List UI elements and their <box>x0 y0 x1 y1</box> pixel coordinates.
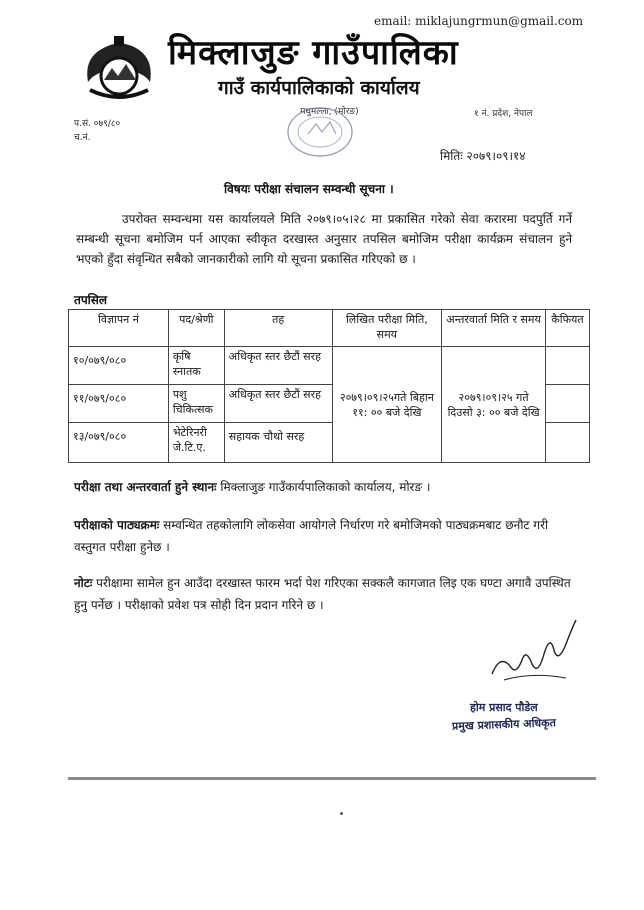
cell-remarks <box>545 385 589 423</box>
cell-post: कृषि स्नातक <box>168 347 224 385</box>
syllabus-notice <box>74 514 574 558</box>
province-label: १ नं. प्रदेश, नेपाल <box>474 109 533 119</box>
signatory-title: प्रमुख प्रशासकीय अधिकृत <box>451 716 557 733</box>
office-subtitle: गाउँ कार्यपालिकाको कार्यालय <box>218 77 420 99</box>
notice-subject: विषयः परीक्षा संचालन सम्वन्धी सूचना । <box>224 182 394 196</box>
schedule-heading: तपसिल <box>74 293 108 307</box>
cell-level: अधिकृत स्तर छैटौं सरह <box>224 347 332 385</box>
cell-level: सहायक चौथो सरह <box>224 423 332 463</box>
cell-ad-no: १०/०७९/०८० <box>69 347 169 385</box>
cell-remarks <box>545 347 589 385</box>
header-ad-no: विज्ञापन नं <box>69 310 169 347</box>
office-stamp-icon <box>278 102 360 160</box>
header-level: तह <box>224 310 332 347</box>
venue-text: मिक्लाजुङ गाउँकार्यपालिकाको कार्यालय, मोरङ । <box>220 480 431 494</box>
municipality-title: मिक्लाजुङ गाउँपालिका <box>168 33 459 73</box>
reference-numbers <box>74 117 120 145</box>
paragraph-text: उपरोक्त सम्वन्धमा यस कार्यालयले मिति २०७९।०५।२८ मा प्रकासित गरेको सेवा करारमा पदपुर्ति गर्ने सम्बन्धी सूचना बमोजिम पर्न आएका स्वीकृत दरखास्त अनुसार तपसिल बमोजिम परीक्षा कार्यक्रम संचालन हुने भएको हुँदा संवृन्धित सबैको जानकारीको लागि यो सूचना प्रकासित गरिएको छ । <box>76 212 572 266</box>
emblem-logo-icon <box>78 30 160 112</box>
note-notice <box>74 572 574 616</box>
header-remarks: कैफियत <box>545 310 589 347</box>
venue-label: परीक्षा तथा अन्तरवार्ता हुने स्थानः <box>74 480 217 494</box>
cell-post: पशु चिकित्सक <box>168 385 224 423</box>
header-post: पद/श्रेणी <box>168 310 224 347</box>
header-written-exam: लिखित परीक्षा मिति, समय <box>332 310 442 347</box>
page-speck <box>340 812 343 815</box>
cell-written-exam: २०७९।०९।२५गते बिहान ११: ०० बजे देखि <box>332 347 442 463</box>
signature-scribble-icon <box>482 614 582 694</box>
syllabus-text: सम्वन्धित तहकोलागि लोकसेवा आयोगले निर्धारण गरे बमोजिमको पाठ्यक्रमबाट छनौट गरी वस्तुगत परीक्षा हुनेछ । <box>74 518 549 554</box>
cell-remarks <box>545 423 589 463</box>
office-address: मधुमल्ला, (मोरङ) <box>300 107 359 117</box>
table-row <box>69 347 590 385</box>
exam-schedule-table <box>68 309 590 463</box>
header-interview: अन्तरवार्ता मिति र समय <box>442 310 546 347</box>
venue-notice <box>74 476 574 498</box>
footer-divider <box>68 777 596 780</box>
cell-ad-no: १३/०७९/०८० <box>69 423 169 463</box>
note-text: परीक्षामा सामेल हुन आउँदा दरखास्त फारम भर्दा पेश गरिएका सक्कलै कागजात लिइ एक घण्टा अगावै उपस्थित हुनु पर्नेछ । परीक्षाको प्रवेश पत्र सोही दिन प्रदान गरिने छ । <box>74 576 571 612</box>
email-address: email: miklajungrmun@gmail.com <box>374 14 584 28</box>
note-label: नोटः <box>74 576 93 590</box>
cell-level: अधिकृत स्तर छैटौं सरह <box>224 385 332 423</box>
signatory-name: होम प्रसाद पौडेल <box>470 701 538 714</box>
cha-number: च.नं. <box>74 133 91 143</box>
notice-paragraph <box>76 209 572 269</box>
syllabus-label: परीक्षाको पाठ्यक्रमः <box>74 518 160 532</box>
ps-number: प.सं. ०७९/८० <box>74 119 121 129</box>
notice-date: मितिः २०७९।०९।१४ <box>440 149 526 163</box>
cell-interview: २०७९।०९।२५ गते दिउसो ३: ०० बजे देखि <box>442 347 546 463</box>
table-header-row <box>69 310 590 347</box>
cell-post: भेटेरिनरी जे.टि.ए. <box>168 423 224 463</box>
cell-ad-no: ११/०७९/०८० <box>69 385 169 423</box>
